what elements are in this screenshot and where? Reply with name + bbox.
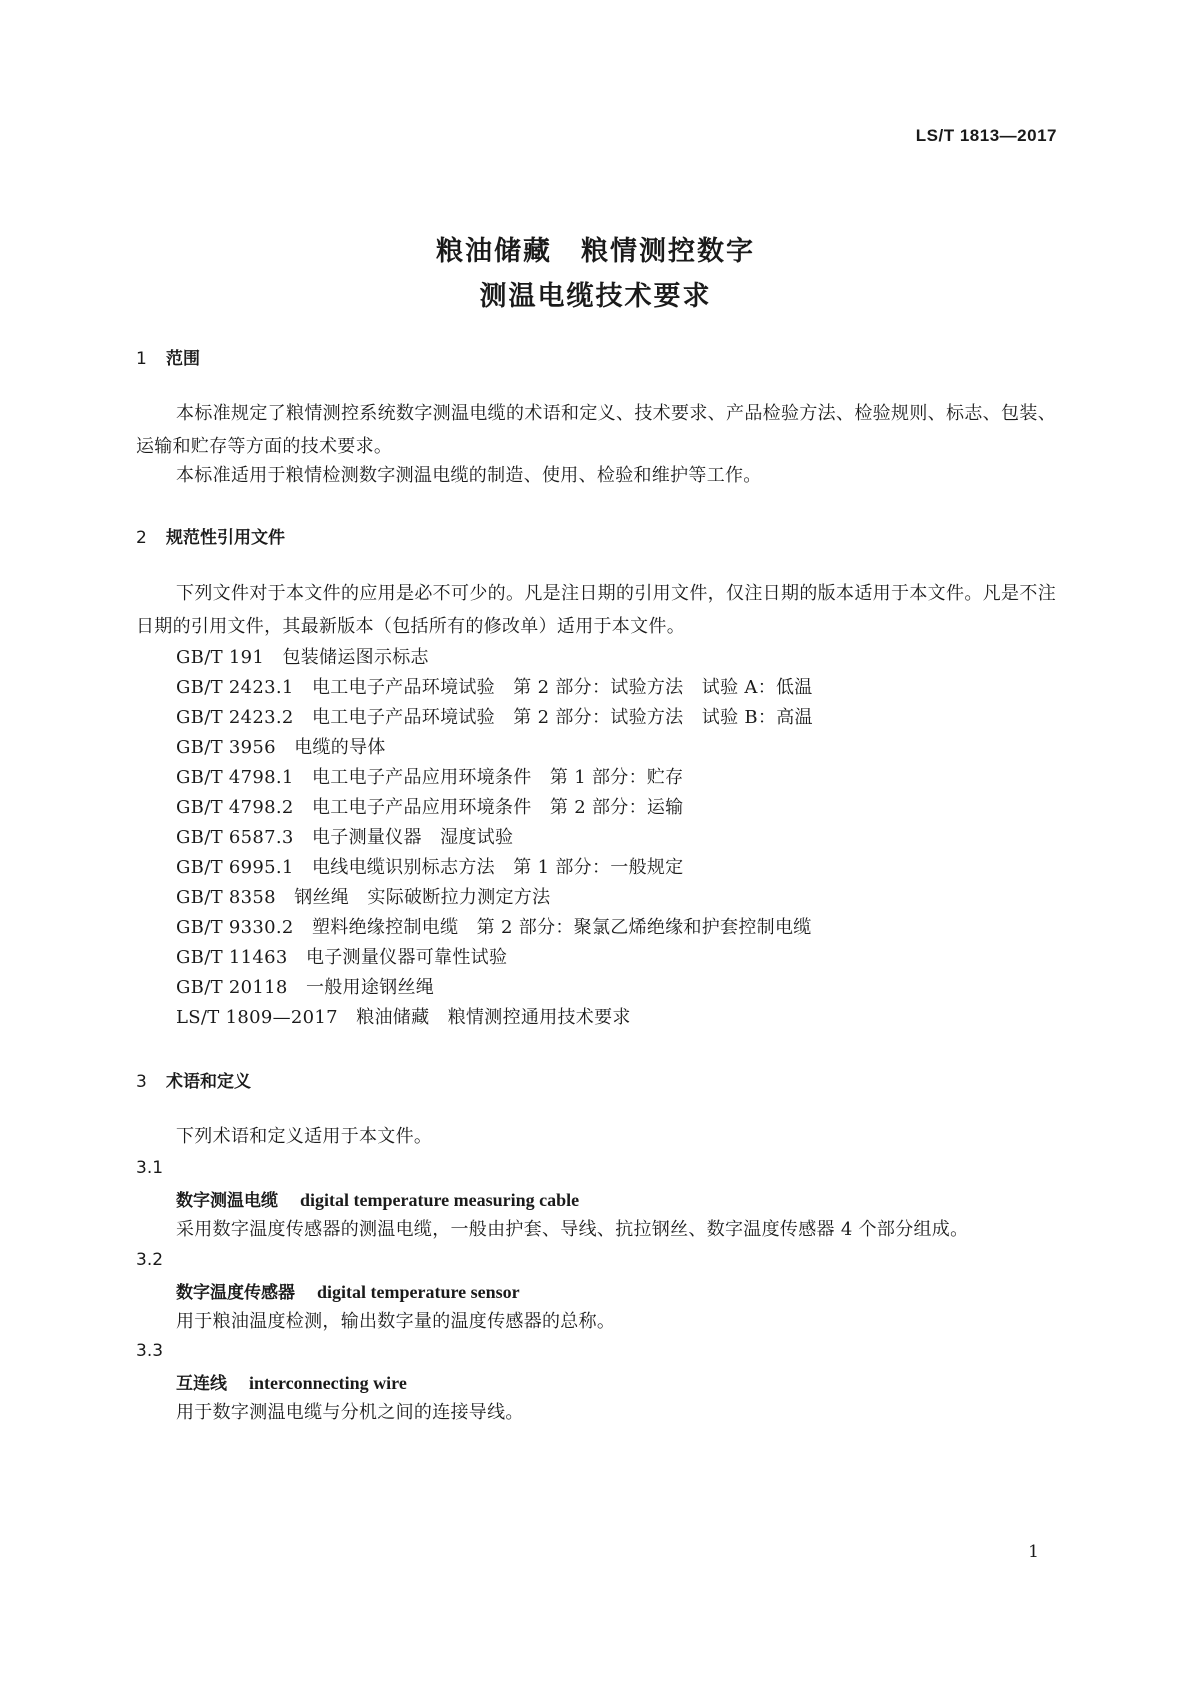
reference-item: GB/T 2423.2 电工电子产品环境试验 第 2 部分：试验方法 试验 B：高温 <box>176 707 813 728</box>
page-number: 1 <box>1028 1542 1039 1562</box>
term-name-zh: 数字测温电缆 <box>176 1191 278 1211</box>
term-number: 3.3 <box>136 1341 164 1361</box>
section-2-title: 规范性引用文件 <box>166 528 285 548</box>
reference-item: GB/T 2423.1 电工电子产品环境试验 第 2 部分：试验方法 试验 A：低温 <box>176 677 813 698</box>
reference-item: GB/T 6995.1 电线电缆识别标志方法 第 1 部分：一般规定 <box>176 857 684 878</box>
reference-item: GB/T 191 包装储运图示标志 <box>176 647 429 668</box>
document-title-line2: 测温电缆技术要求 <box>479 281 712 312</box>
reference-item: LS/T 1809—2017 粮油储藏 粮情测控通用技术要求 <box>176 1007 631 1028</box>
term-number: 3.2 <box>136 1250 164 1270</box>
term-definition: 采用数字温度传感器的测温电缆，一般由护套、导线、抗拉钢丝、数字温度传感器 4 个部分组成。 <box>176 1219 969 1240</box>
reference-item: GB/T 3956 电缆的导体 <box>176 737 386 758</box>
term-name-en: digital temperature sensor <box>317 1282 520 1302</box>
reference-item: GB/T 9330.2 塑料绝缘控制电缆 第 2 部分：聚氯乙烯绝缘和护套控制电缆 <box>176 917 812 938</box>
section-1-title: 范围 <box>166 349 200 369</box>
section-3-title: 术语和定义 <box>166 1072 251 1092</box>
term-name-en: digital temperature measuring cable <box>300 1190 580 1210</box>
section-2-heading <box>136 523 285 548</box>
standard-code: LS/T 1813—2017 <box>915 126 1057 145</box>
reference-item: GB/T 8358 钢丝绳 实际破断拉力测定方法 <box>176 887 551 908</box>
term-name <box>176 1278 520 1303</box>
term-name-zh: 互连线 <box>176 1374 227 1394</box>
reference-item: GB/T 6587.3 电子测量仪器 湿度试验 <box>176 827 514 848</box>
term-name <box>176 1186 579 1211</box>
term-name-zh: 数字温度传感器 <box>176 1283 295 1303</box>
document-title-line1: 粮油储藏 粮情测控数字 <box>436 236 755 267</box>
term-definition: 用于数字测温电缆与分机之间的连接导线。 <box>176 1402 524 1423</box>
section-1-paragraph-1: 本标准规定了粮情测控系统数字测温电缆的术语和定义、技术要求、产品检验方法、检验规则、标志、包装、运输和贮存等方面的技术要求。 <box>136 403 1056 457</box>
section-2-number: 2 <box>136 528 147 548</box>
reference-item: GB/T 4798.2 电工电子产品应用环境条件 第 2 部分：运输 <box>176 797 684 818</box>
term-number: 3.1 <box>136 1158 164 1178</box>
section-3-heading <box>136 1067 251 1092</box>
reference-item: GB/T 11463 电子测量仪器可靠性试验 <box>176 947 508 968</box>
section-3-number: 3 <box>136 1072 147 1092</box>
term-definition: 用于粮油温度检测，输出数字量的温度传感器的总称。 <box>176 1311 616 1332</box>
section-1-paragraph-2: 本标准适用于粮情检测数字测温电缆的制造、使用、检验和维护等工作。 <box>176 465 762 486</box>
reference-item: GB/T 4798.1 电工电子产品应用环境条件 第 1 部分：贮存 <box>176 767 684 788</box>
section-3-intro: 下列术语和定义适用于本文件。 <box>176 1126 433 1147</box>
term-name <box>176 1369 407 1394</box>
term-name-en: interconnecting wire <box>249 1373 407 1393</box>
reference-item: GB/T 20118 一般用途钢丝绳 <box>176 977 435 998</box>
section-1-number: 1 <box>136 349 147 369</box>
section-2-intro: 下列文件对于本文件的应用是必不可少的。凡是注日期的引用文件，仅注日期的版本适用于本文件。凡是不注日期的引用文件，其最新版本（包括所有的修改单）适用于本文件。 <box>136 583 1056 637</box>
section-1-heading <box>136 344 200 369</box>
